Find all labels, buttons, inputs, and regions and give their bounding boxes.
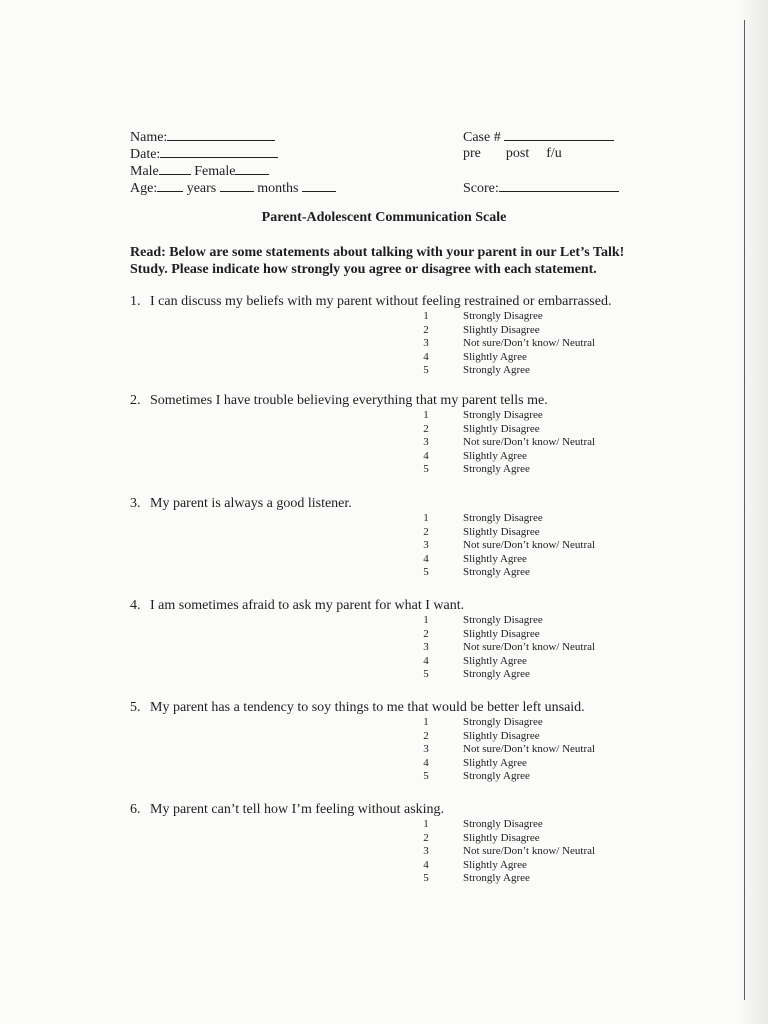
option-label: Not sure/Don’t know/ Neutral [463, 845, 596, 858]
question-item [130, 392, 650, 477]
option-number: 5 [423, 770, 429, 783]
name-blank[interactable] [167, 128, 275, 141]
question-text-line [130, 293, 650, 310]
option-number: 2 [423, 627, 429, 640]
option-number: 4 [423, 552, 429, 565]
post-option[interactable]: post [505, 146, 530, 161]
question-text-line [130, 801, 650, 818]
response-option[interactable] [130, 668, 650, 682]
date-label: Date: [130, 147, 161, 162]
option-label: Slightly Disagree [463, 525, 540, 538]
age-extra-blank[interactable] [302, 179, 336, 192]
option-label: Strongly Disagree [463, 614, 543, 626]
option-label: Not sure/Don’t know/ Neutral [463, 337, 596, 350]
female-label: Female [194, 164, 236, 179]
option-label: Strongly Agree [463, 668, 530, 681]
female-blank[interactable] [235, 162, 269, 175]
name-field[interactable] [130, 128, 275, 146]
option-number: 3 [423, 337, 429, 350]
option-number: 4 [423, 756, 429, 769]
response-option[interactable] [130, 743, 650, 757]
option-number: 5 [423, 872, 429, 885]
option-number: 3 [423, 436, 429, 449]
option-number: 5 [423, 364, 429, 377]
option-label: Slightly Disagree [463, 422, 540, 435]
response-option[interactable] [130, 324, 650, 338]
question-text: I am sometimes afraid to ask my parent for what I want. [150, 598, 465, 613]
scale-title: Parent-Adolescent Communication Scale [261, 210, 507, 225]
option-number: 2 [423, 831, 429, 844]
fu-option[interactable]: f/u [546, 146, 562, 161]
name-label: Name: [130, 130, 168, 145]
option-label: Slightly Disagree [463, 627, 540, 640]
option-label: Slightly Disagree [463, 831, 540, 844]
option-number: 2 [423, 323, 429, 336]
response-option[interactable] [130, 364, 650, 378]
response-option[interactable] [130, 526, 650, 540]
response-option[interactable] [130, 655, 650, 669]
sex-field[interactable] [130, 162, 269, 180]
option-label: Slightly Disagree [463, 729, 540, 742]
option-label: Strongly Disagree [463, 512, 543, 524]
question-number: 6. [130, 802, 141, 817]
timepoint-field [463, 146, 562, 162]
option-number: 1 [423, 310, 429, 322]
option-label: Strongly Disagree [463, 716, 543, 728]
question-number: 1. [130, 294, 141, 309]
response-option[interactable] [130, 436, 650, 450]
response-option[interactable] [130, 628, 650, 642]
response-options [130, 409, 650, 477]
score-blank[interactable] [499, 179, 619, 192]
response-options [130, 818, 650, 886]
question-text: Sometimes I have trouble believing everything that my parent tells me. [150, 393, 548, 408]
response-option[interactable] [130, 716, 650, 730]
option-number: 3 [423, 845, 429, 858]
option-number: 3 [423, 539, 429, 552]
score-field[interactable] [463, 179, 619, 197]
option-number: 2 [423, 525, 429, 538]
option-label: Slightly Agree [463, 449, 527, 462]
option-number: 2 [423, 729, 429, 742]
question-text-line [130, 699, 650, 716]
option-number: 3 [423, 743, 429, 756]
age-field[interactable] [130, 179, 336, 197]
option-label: Strongly Agree [463, 566, 530, 579]
response-option[interactable] [130, 872, 650, 886]
question-text: My parent is always a good listener. [150, 496, 352, 511]
response-option[interactable] [130, 832, 650, 846]
response-option[interactable] [130, 463, 650, 477]
question-item [130, 801, 650, 886]
case-field[interactable] [463, 128, 614, 146]
option-number: 1 [423, 512, 429, 524]
option-number: 1 [423, 409, 429, 421]
response-option[interactable] [130, 539, 650, 553]
option-number: 3 [423, 641, 429, 654]
option-label: Slightly Agree [463, 654, 527, 667]
option-number: 1 [423, 614, 429, 626]
case-blank[interactable] [504, 128, 614, 141]
response-option[interactable] [130, 845, 650, 859]
age-label: Age: [130, 181, 158, 196]
option-number: 4 [423, 350, 429, 363]
question-number: 4. [130, 598, 141, 613]
response-options [130, 512, 650, 580]
option-label: Strongly Disagree [463, 818, 543, 830]
response-option[interactable] [130, 730, 650, 744]
date-field[interactable] [130, 145, 278, 163]
option-label: Strongly Agree [463, 770, 530, 783]
response-options [130, 310, 650, 378]
response-option[interactable] [130, 818, 650, 832]
male-blank[interactable] [159, 162, 191, 175]
age-months-blank[interactable] [220, 179, 254, 192]
date-blank[interactable] [160, 145, 278, 158]
response-option[interactable] [130, 351, 650, 365]
response-option[interactable] [130, 566, 650, 580]
option-number: 5 [423, 668, 429, 681]
response-option[interactable] [130, 859, 650, 873]
response-option[interactable] [130, 409, 650, 423]
option-label: Strongly Disagree [463, 310, 543, 322]
response-option[interactable] [130, 757, 650, 771]
question-item [130, 597, 650, 682]
male-label: Male [130, 164, 159, 179]
option-label: Slightly Agree [463, 756, 527, 769]
scan-edge-line [744, 20, 745, 1000]
question-item [130, 293, 650, 378]
age-years-blank[interactable] [157, 179, 183, 192]
question-text-line [130, 495, 650, 512]
question-number: 2. [130, 393, 141, 408]
question-text: I can discuss my beliefs with my parent without feeling restrained or embarrassed. [150, 294, 612, 309]
question-text: My parent can’t tell how I’m feeling without asking. [150, 802, 445, 817]
response-option[interactable] [130, 423, 650, 437]
response-option[interactable] [130, 614, 650, 628]
response-option[interactable] [130, 553, 650, 567]
response-option[interactable] [130, 770, 650, 784]
option-label: Not sure/Don’t know/ Neutral [463, 539, 596, 552]
option-label: Strongly Agree [463, 364, 530, 377]
option-label: Not sure/Don’t know/ Neutral [463, 743, 596, 756]
question-item [130, 699, 650, 784]
option-label: Slightly Agree [463, 858, 527, 871]
option-label: Strongly Agree [463, 463, 530, 476]
option-number: 2 [423, 422, 429, 435]
option-label: Slightly Agree [463, 552, 527, 565]
option-number: 5 [423, 463, 429, 476]
response-option[interactable] [130, 450, 650, 464]
response-options [130, 614, 650, 682]
response-options [130, 716, 650, 784]
months-label: months [257, 181, 299, 196]
score-label: Score: [463, 181, 499, 196]
option-label: Not sure/Don’t know/ Neutral [463, 641, 596, 654]
question-item [130, 495, 650, 580]
option-label: Not sure/Don’t know/ Neutral [463, 436, 596, 449]
question-text-line [130, 597, 650, 614]
years-label: years [186, 181, 217, 196]
case-label: Case # [463, 130, 501, 145]
question-text: My parent has a tendency to soy things to me that would be better left unsaid. [150, 700, 585, 715]
response-option[interactable] [130, 337, 650, 351]
question-number: 3. [130, 496, 141, 511]
option-number: 5 [423, 566, 429, 579]
response-option[interactable] [130, 641, 650, 655]
option-label: Strongly Agree [463, 872, 530, 885]
option-label: Strongly Disagree [463, 409, 543, 421]
option-number: 4 [423, 654, 429, 667]
response-option[interactable] [130, 310, 650, 324]
instructions: Read: Below are some statements about talking with your parent in our Let’s Talk! Study. Please indicate how strongly you agree or disagree with each statement. [130, 245, 625, 277]
option-label: Slightly Disagree [463, 323, 540, 336]
pre-option[interactable]: pre [463, 146, 481, 161]
option-number: 1 [423, 716, 429, 728]
question-number: 5. [130, 700, 141, 715]
response-option[interactable] [130, 512, 650, 526]
option-number: 1 [423, 818, 429, 830]
option-label: Slightly Agree [463, 350, 527, 363]
question-text-line [130, 392, 650, 409]
option-number: 4 [423, 449, 429, 462]
option-number: 4 [423, 858, 429, 871]
